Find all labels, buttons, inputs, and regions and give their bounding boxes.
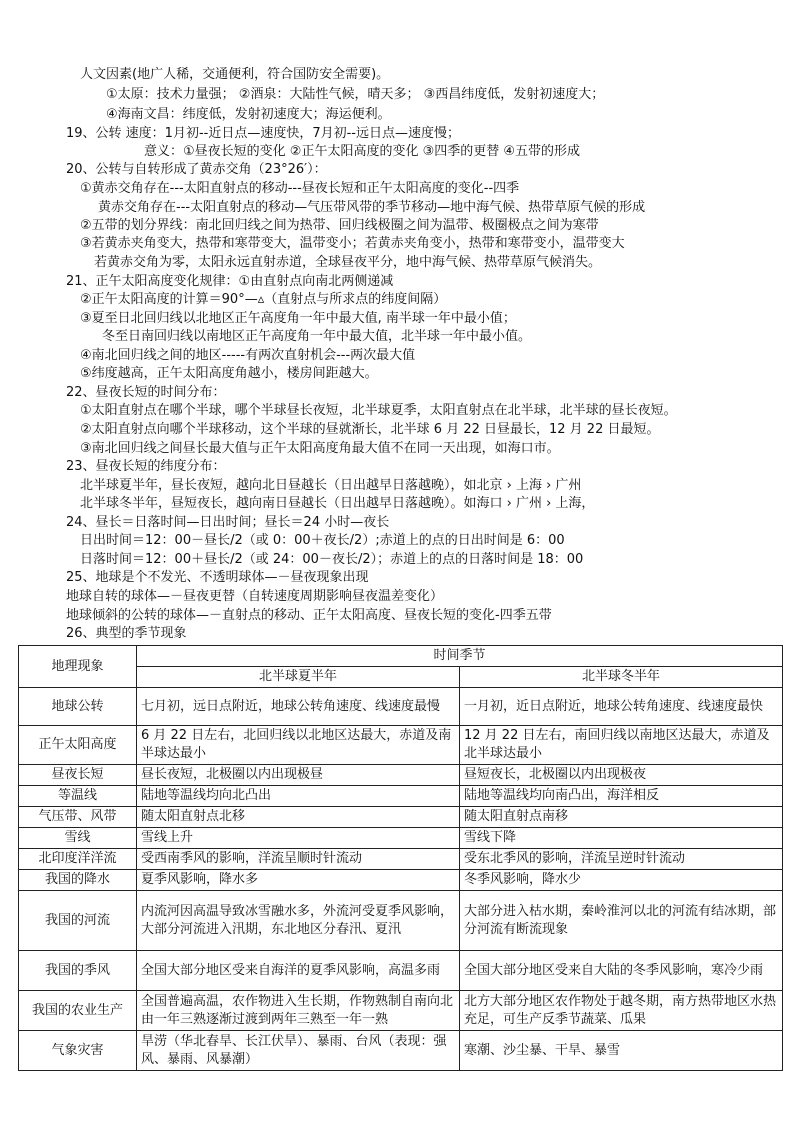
row-winter: 大部分进入枯水期，秦岭淮河以北的河流有结冰期，部分河流有断流现象	[460, 891, 783, 951]
row-summer: 七月初，远日点附近，地球公转角速度、线速度最慢	[137, 688, 460, 726]
text-line-23: 北半球夏半年，昼长夜短，越向北日昼越长（日出越早日落越晚），如北京 › 上海 › 广州	[80, 478, 582, 493]
row-winter: 全国大部分地区受来自大陆的冬季风影响，寒冷少雨	[460, 951, 783, 991]
row-phenomenon: 北印度洋洋流	[19, 849, 137, 870]
table-row	[19, 765, 783, 786]
text-line-11: 若黄赤交角为零，太阳永远直射赤道，全球昼夜平分，地中海气候、热带草原气候消失。	[94, 255, 602, 270]
text-line-31: 26、典型的季节现象	[66, 626, 187, 641]
text-line-8: 黄赤交角存在---太阳直射点的移动—气压带风带的季节移动—地中海气候、热带草原气候的形成	[98, 200, 646, 215]
row-summer: 全国普遍高温，农作物进入生长期，作物熟制自南向北由一年三熟逐渐过渡到两年三熟至一年一熟	[137, 991, 460, 1031]
text-line-21: ③南北回归线之间昼长最大值与正午太阳高度角最大值不在同一天出现，如海口市。	[80, 441, 560, 456]
text-line-1: 人文因素(地广人稀，交通便利，符合国防安全需要)。	[80, 67, 390, 82]
row-summer: 6 月 22 日左右，北回归线以北地区达最大，赤道及南半球达最小	[137, 726, 460, 765]
row-phenomenon: 正午太阳高度	[19, 726, 137, 765]
table-row	[19, 870, 783, 891]
header-phenomenon: 地理现象	[19, 646, 137, 688]
row-summer: 随太阳直射点北移	[137, 807, 460, 828]
table-row	[19, 786, 783, 807]
text-line-5: 意义：①昼夜长短的变化 ②正午太阳高度的变化 ③四季的更替 ④五带的形成	[144, 144, 581, 159]
table-row	[19, 726, 783, 765]
table-row	[19, 828, 783, 849]
table-row	[19, 951, 783, 991]
row-summer: 受西南季风的影响，洋流呈顺时针流动	[137, 849, 460, 870]
text-line-16: ④南北回归线之间的地区-----有两次直射机会---两次最大值	[80, 348, 416, 363]
text-line-27: 日落时间＝12：00＋昼长/2（或 24：00－夜长/2）；赤道上的点的日落时间是 18：00	[80, 552, 584, 567]
table-row	[19, 891, 783, 951]
row-phenomenon: 我国的降水	[19, 870, 137, 891]
text-line-15: 冬至日南回归线以南地区正午高度角一年中最大值，北半球一年中最小值。	[102, 329, 532, 344]
text-line-4: 19、公转 速度：1月初--近日点—速度快，7月初--远日点—速度慢；	[66, 126, 460, 141]
row-summer: 昼长夜短，北极圈以内出现极昼	[137, 765, 460, 786]
row-summer: 夏季风影响，降水多	[137, 870, 460, 891]
seasonal-phenomena-table	[18, 645, 783, 1071]
text-line-9: ②五带的划分界线：南北回归线之间为热带、回归线极圈之间为温带、极圈极点之间为寒带	[80, 218, 599, 233]
table-row	[19, 807, 783, 828]
table-row	[19, 688, 783, 726]
row-summer: 内流河因高温导致冰雪融水多，外流河受夏季风影响，大部分河流进入汛期，东北地区分春汛、夏汛	[137, 891, 460, 951]
row-phenomenon: 我国的农业生产	[19, 991, 137, 1031]
text-line-14: ③夏至日北回归线以北地区正午高度角一年中最大值, 南半球一年中最小值；	[80, 311, 516, 326]
text-line-6: 20、公转与自转形成了黄赤交角（23°26′）：	[66, 162, 327, 177]
text-line-30: 地球倾斜的公转的球体—－直射点的移动、正午太阳高度、昼夜长短的变化-四季五带	[66, 608, 552, 623]
row-summer: 陆地等温线均向北凸出	[137, 786, 460, 807]
row-winter: 陆地等温线均向南凸出，海洋相反	[460, 786, 783, 807]
header-season: 时间季节	[137, 646, 783, 667]
table-row	[19, 1031, 783, 1071]
row-winter: 昼短夜长，北极圈以内出现极夜	[460, 765, 783, 786]
text-line-12: 21、正午太阳高度变化规律：①由直射点向南北两侧递减	[66, 274, 394, 289]
text-line-2: ①太原：技术力量强； ②酒泉：大陆性气候，晴天多； ③西昌纬度低，发射初速度大；	[106, 87, 605, 102]
row-winter: 北方大部分地区农作物处于越冬期，南方热带地区水热充足，可生产反季节蔬菜、瓜果	[460, 991, 783, 1031]
row-phenomenon: 昼夜长短	[19, 765, 137, 786]
text-line-28: 25、地球是个不发光、不透明球体—－昼夜现象出现	[66, 570, 369, 585]
row-phenomenon: 雪线	[19, 828, 137, 849]
text-line-10: ③若黄赤夹角变大，热带和寒带变大，温带变小；若黄赤夹角变小，热带和寒带变小，温带变大	[80, 236, 625, 251]
text-line-13: ②正午太阳高度的计算＝90°—▵（直射点与所求点的纬度间隔）	[80, 292, 447, 307]
text-line-22: 23、昼夜长短的纬度分布：	[66, 459, 226, 474]
text-line-24: 北半球冬半年，昼短夜长，越向南日昼越长（日出越早日落越晚）。如海口 › 广州 › 上海，	[80, 496, 595, 511]
row-winter: 雪线下降	[460, 828, 783, 849]
row-phenomenon: 地球公转	[19, 688, 137, 726]
row-phenomenon: 等温线	[19, 786, 137, 807]
header-north-summer: 北半球夏半年	[137, 667, 460, 688]
text-line-18: 22、昼夜长短的时间分布：	[66, 385, 226, 400]
row-winter: 冬季风影响，降水少	[460, 870, 783, 891]
row-winter: 寒潮、沙尘暴、干旱、暴雪	[460, 1031, 783, 1071]
row-summer: 全国大部分地区受来自海洋的夏季风影响，高温多雨	[137, 951, 460, 991]
row-phenomenon: 气象灾害	[19, 1031, 137, 1071]
row-winter: 12 月 22 日左右，南回归线以南地区达最大，赤道及北半球达最小	[460, 726, 783, 765]
row-summer: 雪线上升	[137, 828, 460, 849]
row-summer: 旱涝（华北春旱、长江伏旱）、暴雨、台风（表现：强风、暴雨、风暴潮）	[137, 1031, 460, 1071]
table-header-row	[19, 646, 783, 667]
row-phenomenon: 我国的季风	[19, 951, 137, 991]
text-line-17: ⑤纬度越高，正午太阳高度角越小，楼房间距越大。	[80, 366, 378, 381]
text-line-7: ①黄赤交角存在---太阳直射点的移动---昼夜长短和正午太阳高度的变化--四季	[80, 181, 520, 196]
text-line-20: ②太阳直射点向哪个半球移动，这个半球的昼就渐长，北半球 6 月 22 日昼最长，12 月 22 日最短。	[80, 422, 660, 437]
header-north-winter: 北半球冬半年	[460, 667, 783, 688]
text-line-26: 日出时间＝12：00－昼长/2（或 0：00＋夜长/2）;赤道上的点的日出时间是 6：00	[80, 533, 565, 548]
row-winter: 随太阳直射点南移	[460, 807, 783, 828]
row-winter: 一月初，近日点附近，地球公转角速度、线速度最快	[460, 688, 783, 726]
text-line-25: 24、昼长＝日落时间—日出时间；昼长＝24 小时—夜长	[66, 515, 390, 530]
table-row	[19, 991, 783, 1031]
table-row	[19, 849, 783, 870]
text-line-19: ①太阳直射点在哪个半球，哪个半球昼长夜短，北半球夏季，太阳直射点在北半球，北半球的昼长夜短。	[80, 403, 677, 418]
text-line-29: 地球自转的球体—－昼夜更替（自转速度周期影响昼夜温差变化）	[66, 589, 444, 604]
row-phenomenon: 气压带、风带	[19, 807, 137, 828]
row-winter: 受东北季风的影响，洋流呈逆时针流动	[460, 849, 783, 870]
text-line-3: ④海南文昌：纬度低，发射初速度大；海运便利。	[106, 107, 391, 122]
row-phenomenon: 我国的河流	[19, 891, 137, 951]
